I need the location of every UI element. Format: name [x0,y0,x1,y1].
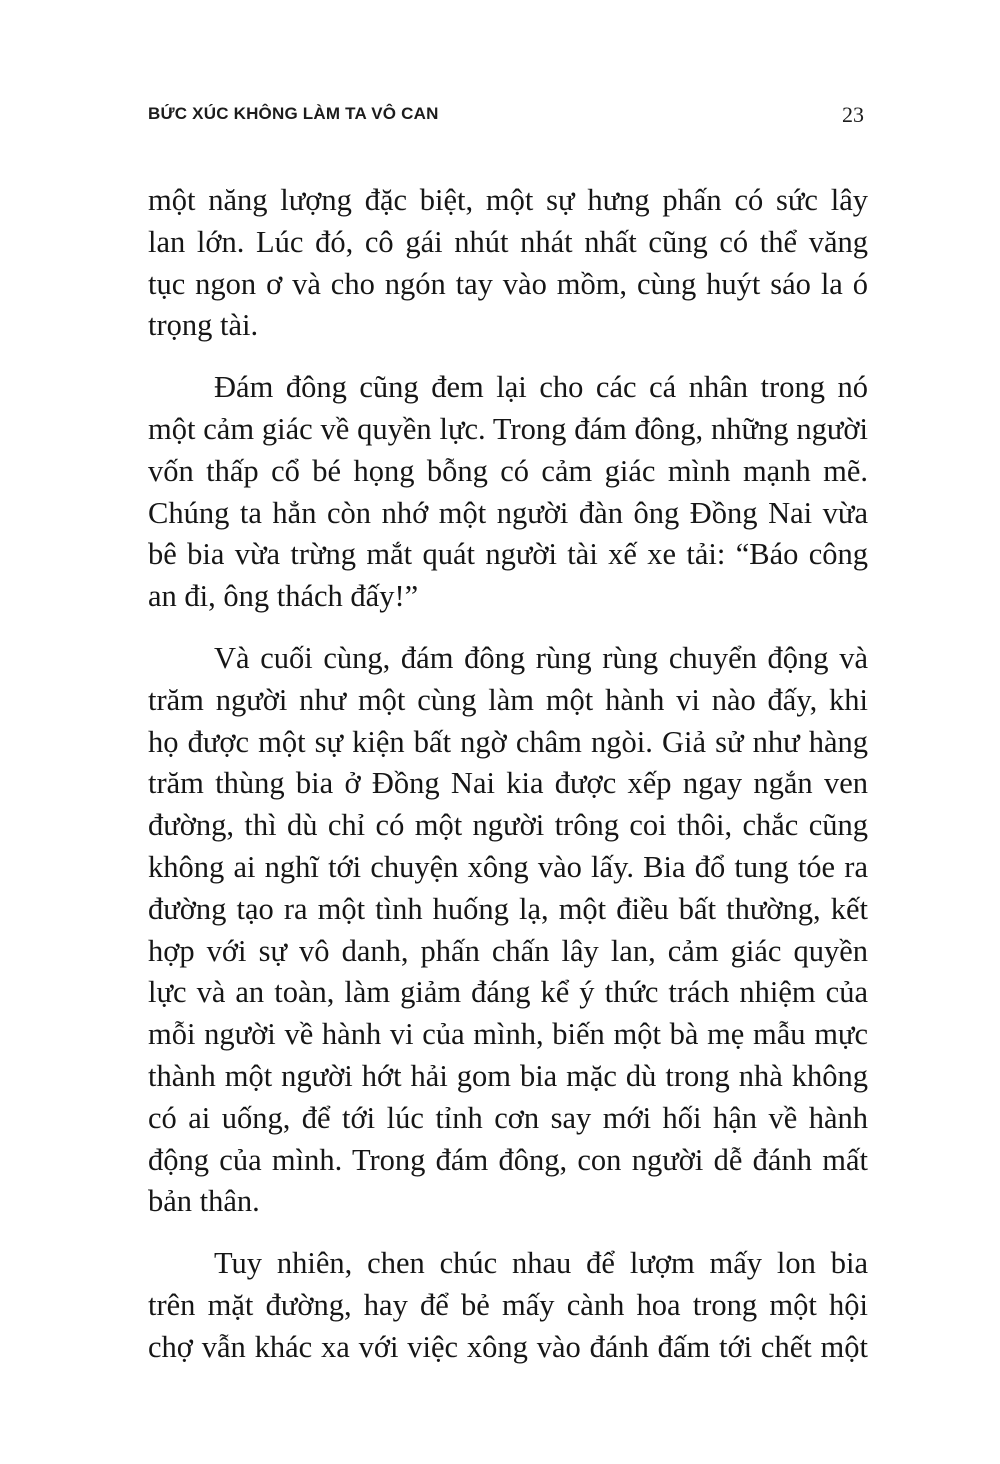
text-line: không ai nghĩ tới chuyện xông vào lấy. Bia đổ tung tóe ra [148,849,868,884]
text-line: họ được một sự kiện bất ngờ châm ngòi. Giả sử như hàng [148,724,868,759]
text-line: động của mình. Trong đám đông, con người dễ đánh mất [148,1142,868,1177]
text-line: bản thân. [148,1184,260,1219]
running-header [148,104,864,128]
text-line: một cảm giác về quyền lực. Trong đám đông, những người [148,411,868,446]
paragraph [148,367,868,618]
text-line: Đám đông cũng đem lại cho các cá nhân trong nó [214,370,868,405]
text-line: bê bia vừa trừng mắt quát người tài xế xe tải: “Báo công [148,537,868,572]
text-line: Và cuối cùng, đám đông rùng rùng chuyển động và [214,640,868,675]
text-line: an đi, ông thách đấy!” [148,579,419,614]
text-line: trên mặt đường, hay để bẻ mấy cành hoa trong một hội [148,1287,868,1322]
text-line: Chúng ta hẳn còn nhớ một người đàn ông Đồng Nai vừa [148,495,868,530]
text-line: mỗi người về hành vi của mình, biến một bà mẹ mẫu mực [148,1017,868,1052]
text-line: tục ngon ơ và cho ngón tay vào mồm, cùng huýt sáo la ó [148,266,868,301]
text-line: một năng lượng đặc biệt, một sự hưng phấn có sức lây [148,183,868,217]
paragraph [148,180,868,347]
text-line: chợ vẫn khác xa với việc xông vào đánh đấm tới chết một [148,1329,868,1364]
text-line: đường, thì dù chỉ có một người trông coi thôi, chắc cũng [148,808,868,843]
body-text [148,180,868,1389]
text-line: có ai uống, để tới lúc tỉnh cơn say mới hối hận về hành [148,1100,868,1135]
text-line: đường tạo ra một tình huống lạ, một điều bất thường, kết [148,891,868,926]
page-number: 23 [842,102,864,127]
text-line: lực và an toàn, làm giảm đáng kể ý thức trách nhiệm của [148,975,868,1010]
text-line: trăm người như một cùng làm một hành vi nào đấy, khi [148,682,868,717]
text-line: hợp với sự vô danh, phấn chấn lây lan, cảm giác quyền [148,933,868,968]
text-line: thành một người hớt hải gom bia mặc dù trong nhà không [148,1058,868,1093]
text-line: trăm thùng bia ở Đồng Nai kia được xếp ngay ngắn ven [148,766,868,801]
running-title: BỨC XÚC KHÔNG LÀM TA VÔ CAN [148,104,439,123]
text-line: lan lớn. Lúc đó, cô gái nhút nhát nhất cũng có thể văng [148,224,868,259]
text-line: trọng tài. [148,308,259,343]
paragraph [148,638,868,1223]
paragraph [148,1243,868,1368]
text-line: Tuy nhiên, chen chúc nhau để lượm mấy lon bia [214,1246,868,1281]
text-line: vốn thấp cổ bé họng bỗng có cảm giác mình mạnh mẽ. [148,453,868,488]
